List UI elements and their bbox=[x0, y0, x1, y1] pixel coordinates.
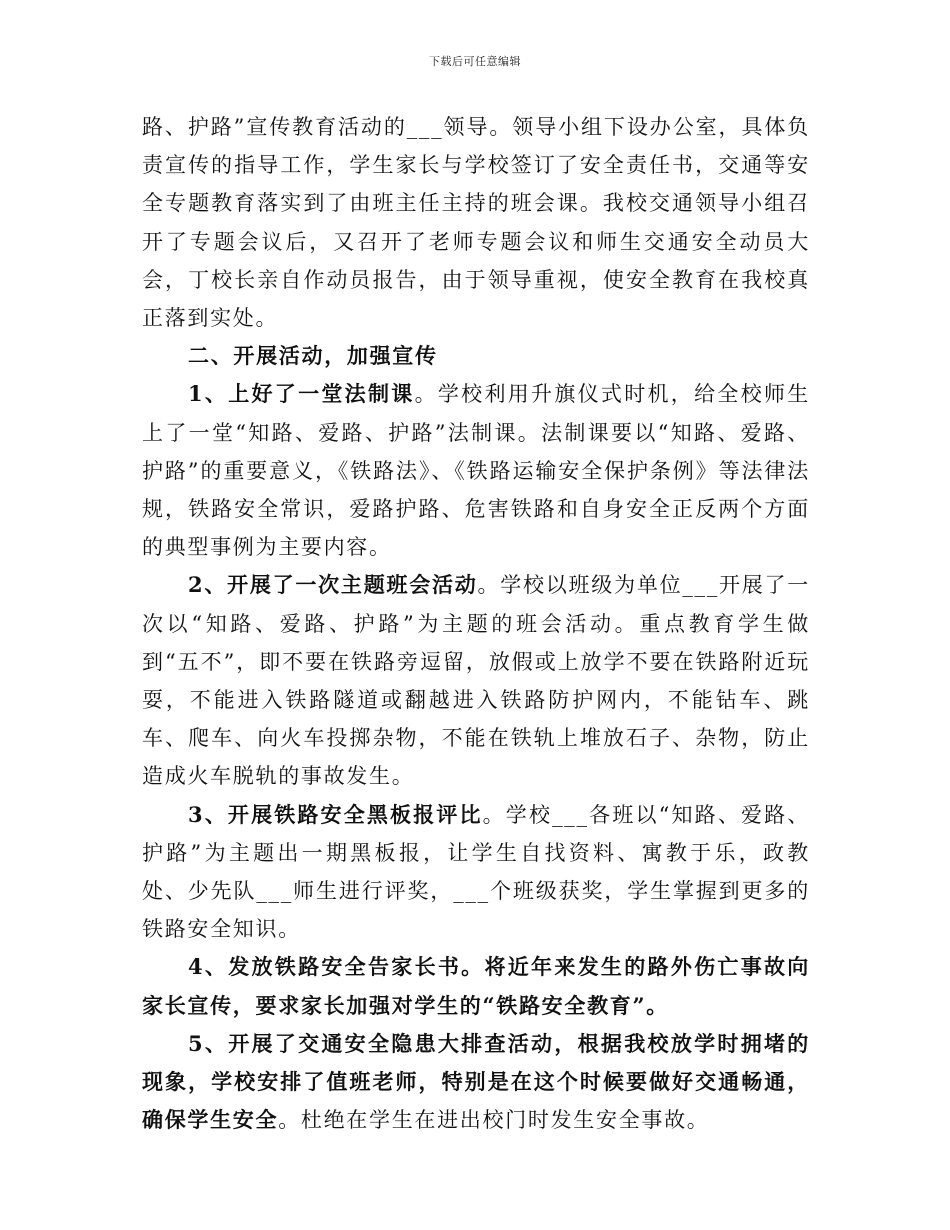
item-5-text: 。杜绝在学生在进出校门时发生安全事故。 bbox=[278, 1108, 710, 1133]
item-1-heading: 1、上好了一堂法制课 bbox=[188, 381, 415, 407]
page-header: 下载后可任意编辑 bbox=[429, 55, 521, 68]
paragraph-item-5 bbox=[142, 1025, 810, 1140]
paragraph-item-2 bbox=[142, 566, 810, 795]
paragraph-item-1 bbox=[142, 375, 810, 566]
item-3-text: 。学校___各班以“知路、爱路、护路”为主题出一期黑板报，让学生自找资料、寓教于乐，政教处、少先队___师生进行评奖，___个班级获奖，学生掌握到更多的铁路安全知识。 bbox=[142, 802, 810, 942]
item-5-heading: 5、开展了交通安全隐患大排查活动，根据我校放学时拥堵的现象，学校安排了值班老师，特别是在这个时候要做好交通畅通，确保学生安全 bbox=[142, 1030, 810, 1133]
paragraph-intro-continued: 路、护路”宣传教育活动的___领导。领导小组下设办公室，具体负责宣传的指导工作，学生家长与学校签订了安全责任书，交通等安全专题教育落实到了由班主任主持的班会课。我校交通领导小组召开了专题会议后，又召开了老师专题会议和师生交通安全动员大会，丁校长亲自作动员报告，由于领导重视，使安全教育在我校真正落到实处。 bbox=[142, 115, 810, 331]
item-2-heading: 2、开展了一次主题班会活动 bbox=[188, 572, 478, 598]
paragraph-item-4: 4、发放铁路安全告家长书。将近年来发生的路外伤亡事故向家长宣传，要求家长加强对学生的“铁路安全教育”。 bbox=[142, 954, 810, 1018]
document-body bbox=[142, 108, 810, 1139]
item-3-heading: 3、开展铁路安全黑板报评比 bbox=[188, 801, 483, 827]
item-1-text: 。学校利用升旗仪式时机，给全校师生上了一堂“知路、爱路、护路”法制课。法制课要以“知路、爱路、护路”的重要意义，《铁路法》、《铁路运输安全保护条例》等法律法规，铁路安全常识，爱路护路、危害铁路和自身安全正反两个方面的典型事例为主要内容。 bbox=[142, 382, 810, 560]
section-heading: 二、开展活动，加强宣传 bbox=[188, 343, 438, 369]
item-2-text: 。学校以班级为单位___开展了一次以“知路、爱路、护路”为主题的班会活动。重点教育学生做到“五不”，即不要在铁路旁逗留，放假或上放学不要在铁路附近玩耍，不能进入铁路隧道或翻越进入铁路防护网内，不能钻车、跳车、爬车、向火车投掷杂物，不能在铁轨上堆放石子、杂物，防止造成火车脱轨的事故发生。 bbox=[142, 573, 810, 789]
paragraph-item-3 bbox=[142, 796, 810, 949]
